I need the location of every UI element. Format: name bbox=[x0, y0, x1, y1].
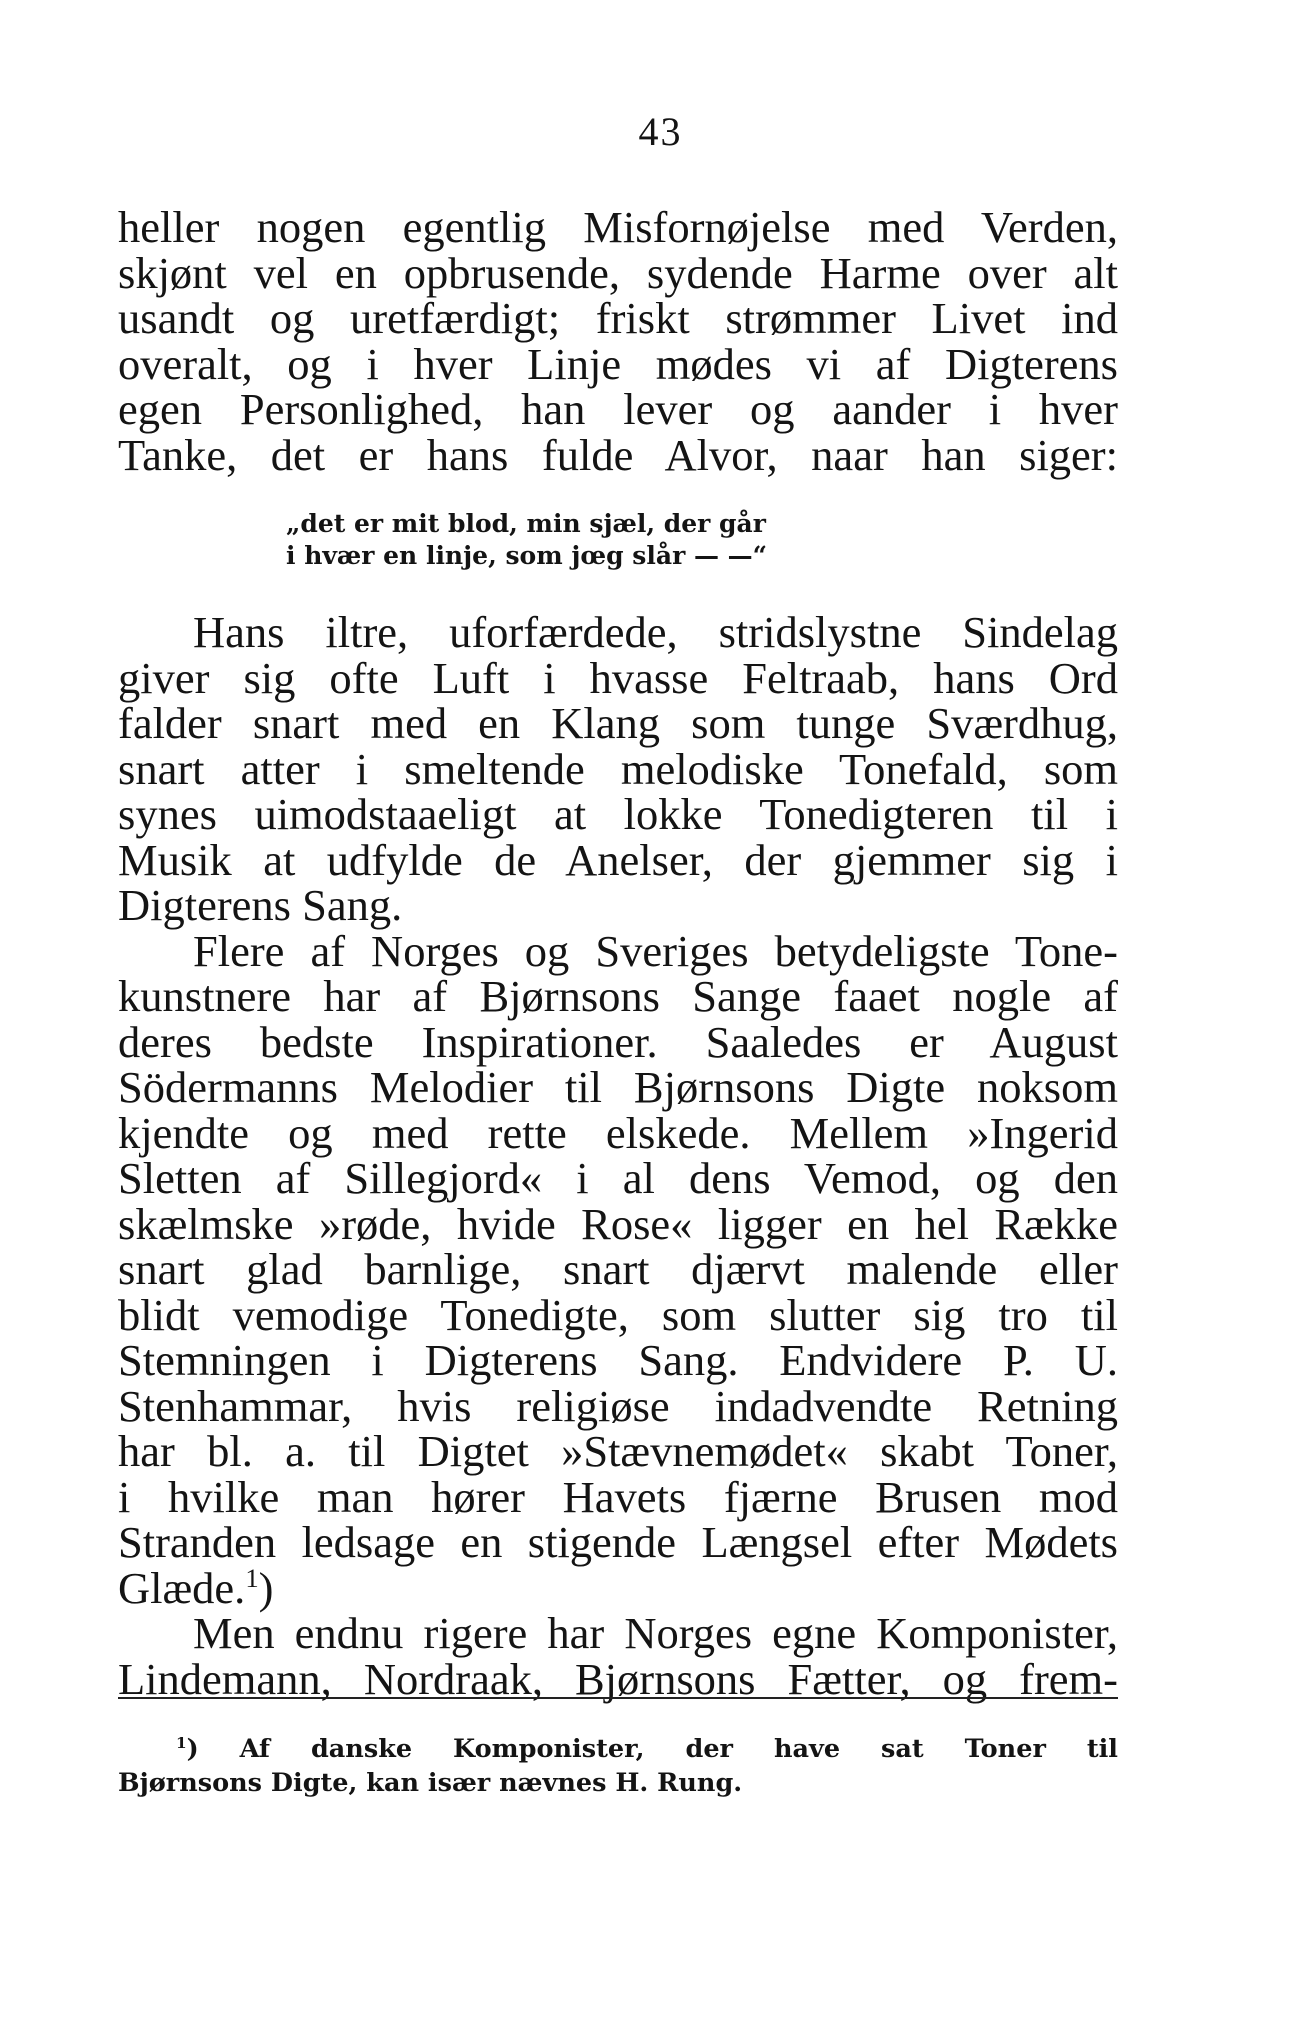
page-number: 43 bbox=[638, 109, 683, 154]
quote-line: i hvær en linje, som jœg slår — —“ bbox=[286, 541, 768, 570]
paragraph-2 bbox=[118, 607, 1118, 1704]
text-line: i hvilke man hører Havets fjærne Brusen mod bbox=[118, 1471, 1118, 1522]
quote-line: „det er mit blod, min sjæl, der går bbox=[286, 509, 766, 538]
text-line: heller nogen egentlig Misfornøjelse med Verden, bbox=[118, 202, 1118, 252]
text-line: Lindemann, Nordraak, Bjørnsons Fætter, og frem- bbox=[118, 1653, 1118, 1704]
text-line: skjønt vel en opbrusende, sydende Harme over alt bbox=[118, 247, 1118, 298]
text-line: har bl. a. til Digtet »Stævnemødet« skabt Toner, bbox=[118, 1426, 1118, 1476]
footnote bbox=[118, 1732, 1118, 1800]
text-line: skælmske »røde, hvide Rose« ligger en hel Række bbox=[118, 1198, 1118, 1249]
text-line: synes uimodstaaeligt at lokke Tonedigteren til i bbox=[118, 789, 1118, 839]
text-line: Tanke, det er hans fulde Alvor, naar han siger: bbox=[118, 429, 1118, 480]
text-line: Stenhammar, hvis religiøse indadvendte Retning bbox=[118, 1380, 1118, 1431]
text-line: falder snart med en Klang som tunge Sværdhug, bbox=[118, 698, 1118, 748]
verse-quote bbox=[286, 508, 926, 572]
text-line: Stranden ledsage en stigende Længsel efter Mødets bbox=[118, 1517, 1118, 1567]
text-line: overalt, og i hver Linje mødes vi af Digterens bbox=[118, 338, 1118, 389]
footnote-line bbox=[118, 1732, 1118, 1766]
text-line: snart atter i smeltende melodiske Tonefald, som bbox=[118, 743, 1118, 794]
text-fragment: Glæde. bbox=[118, 1562, 246, 1613]
paragraph-1 bbox=[118, 202, 1118, 480]
text-line: Flere af Norges og Sveriges betydeligste Tone- bbox=[193, 925, 1118, 976]
text-line: deres bedste Inspirationer. Saaledes er August bbox=[118, 1016, 1118, 1067]
text-line: Stemningen i Digterens Sang. Endvidere P. U. bbox=[118, 1335, 1118, 1385]
text-line: Sletten af Sillegjord« i al dens Vemod, og den bbox=[118, 1153, 1118, 1203]
footnote-text: ) Af danske Komponister, der have sat Toner til bbox=[186, 1734, 1118, 1764]
text-line: Men endnu rigere har Norges egne Komponister, bbox=[193, 1608, 1118, 1658]
text-line: Hans iltre, uforfærdede, stridslystne Sindelag bbox=[193, 607, 1118, 657]
text-line: Musik at udfylde de Anelser, der gjemmer sig i bbox=[118, 834, 1118, 885]
text-line: kjendte og med rette elskede. Mellem »Ingerid bbox=[118, 1107, 1118, 1158]
text-line: usandt og uretfærdigt; friskt strømmer Livet ind bbox=[118, 293, 1118, 343]
footnote-divider bbox=[118, 1697, 1118, 1699]
text-line: blidt vemodige Tonedigte, som slutter sig tro til bbox=[118, 1289, 1118, 1340]
text-line: snart glad barnlige, snart djærvt malende eller bbox=[118, 1244, 1118, 1294]
text-line: Digterens Sang. bbox=[118, 880, 403, 930]
footnote-reference: 1 bbox=[245, 1562, 259, 1593]
text-line: Södermanns Melodier til Bjørnsons Digte noksom bbox=[118, 1062, 1118, 1112]
text-line: egen Personlighed, han lever og aander i hver bbox=[118, 384, 1118, 434]
text-line: kunstnere har af Bjørnsons Sange faaet nogle af bbox=[118, 971, 1118, 1021]
text-line: Glæde.$^1$) bbox=[118, 1562, 274, 1613]
footnote-marker: 1 bbox=[176, 1733, 187, 1752]
text-line: giver sig ofte Luft i hvasse Feltraab, hans Ord bbox=[118, 652, 1118, 703]
footnote-line: Bjørnsons Digte, kan især nævnes H. Rung. bbox=[118, 1768, 743, 1798]
